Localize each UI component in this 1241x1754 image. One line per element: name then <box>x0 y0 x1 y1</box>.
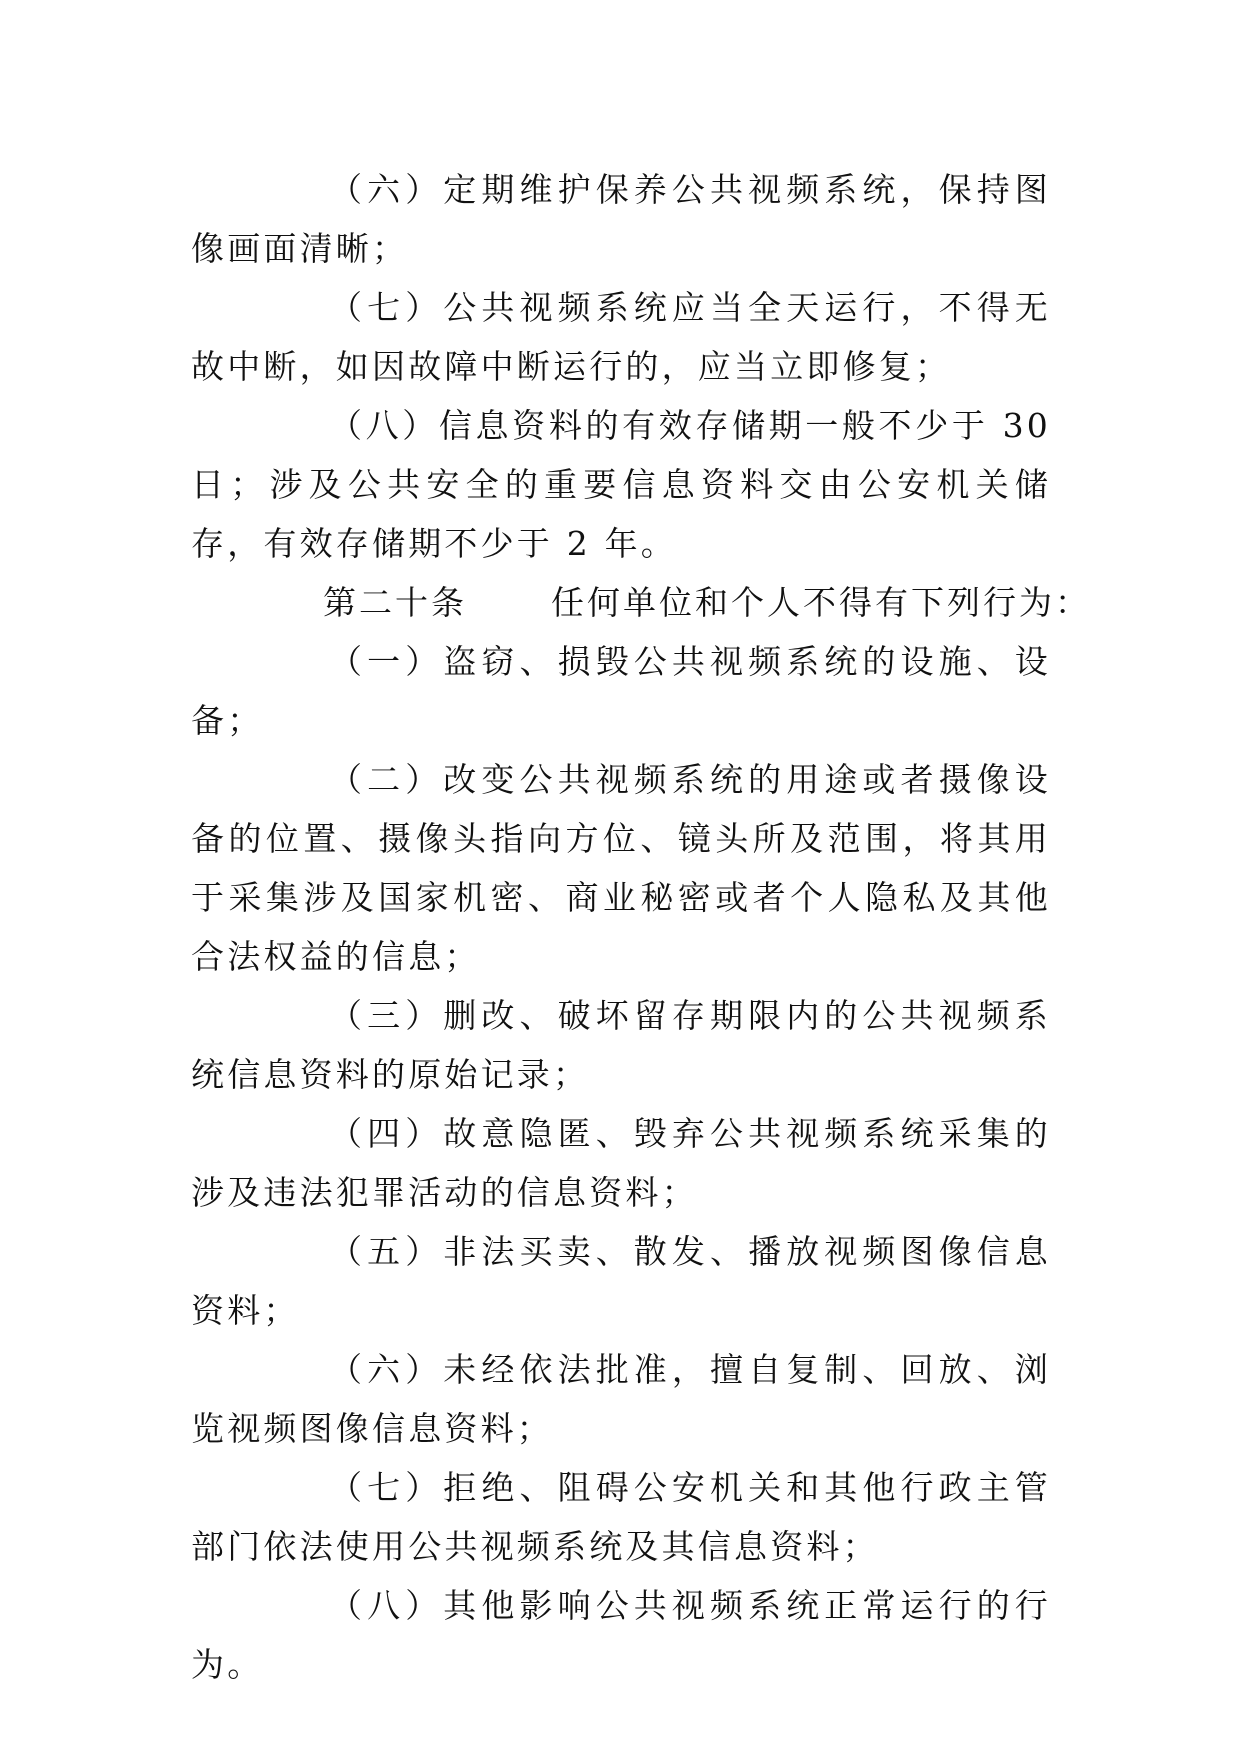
article-number: 第二十条 <box>323 583 467 622</box>
article-item-2: （二）改变公共视频系统的用途或者摄像设备的位置、摄像头指向方位、镜头所及范围，将其用于采集涉及国家机密、商业秘密或者个人隐私及其他合法权益的信息； <box>191 760 1051 976</box>
article-item-5: （五）非法买卖、散发、播放视频图像信息资料； <box>191 1232 1051 1330</box>
article-lead: 任何单位和个人不得有下列行为： <box>551 583 1091 622</box>
document-body <box>191 160 1091 1694</box>
clause-paragraph-7: （七）公共视频系统应当全天运行，不得无故中断，如因故障中断运行的，应当立即修复； <box>191 288 1051 386</box>
article-item-6: （六）未经依法批准，擅自复制、回放、浏览视频图像信息资料； <box>191 1350 1051 1448</box>
article-item-8: （八）其他影响公共视频系统正常运行的行为。 <box>191 1586 1051 1684</box>
article-item-4: （四）故意隐匿、毁弃公共视频系统采集的涉及违法犯罪活动的信息资料； <box>191 1114 1051 1212</box>
clause-paragraph-6: （六）定期维护保养公共视频系统，保持图像画面清晰； <box>191 170 1051 268</box>
article-item-1: （一）盗窃、损毁公共视频系统的设施、设备； <box>191 642 1051 740</box>
clause-paragraph-8: （八）信息资料的有效存储期一般不少于 30 日；涉及公共安全的重要信息资料交由公安机关储存，有效存储期不少于 2 年。 <box>191 406 1051 563</box>
article-item-7: （七）拒绝、阻碍公安机关和其他行政主管部门依法使用公共视频系统及其信息资料； <box>191 1468 1051 1566</box>
article-20-heading <box>191 573 1091 632</box>
article-item-3: （三）删改、破坏留存期限内的公共视频系统信息资料的原始记录； <box>191 996 1051 1094</box>
